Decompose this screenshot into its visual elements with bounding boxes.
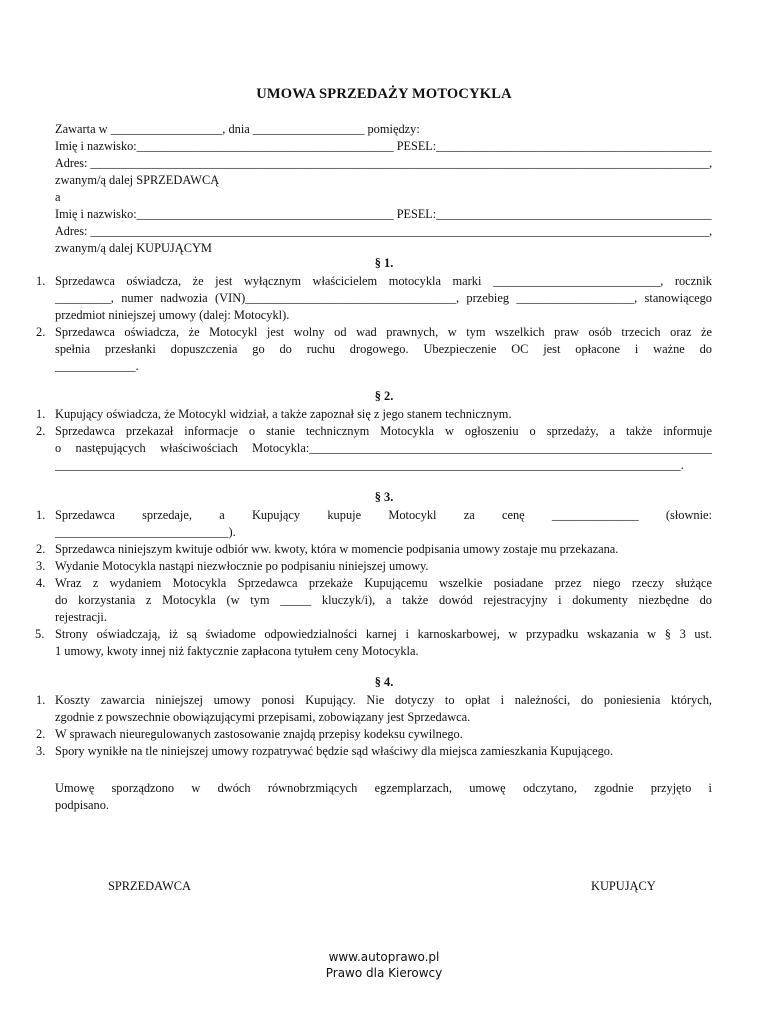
clause-number: 2. xyxy=(36,727,46,741)
section-heading: § 3. xyxy=(374,490,394,504)
clause-number: 2. xyxy=(36,542,46,556)
clause-text: Spory wynikłe na tle niniejszej umowy rozpatrywać będzie sąd właściwy dla miejsca zamieszkania Kupującego. xyxy=(55,744,614,758)
clause-text: do korzystania z Motocykla (w tym _____ kluczyk/i), a także dowód rejestracyjny i dokumenty niezbędne do xyxy=(55,593,712,607)
clause-text: W sprawach nieuregulowanych zastosowanie znajdą przepisy kodeksu cywilnego. xyxy=(55,727,463,741)
buyer-signature-label: KUPUJĄCY xyxy=(591,879,656,893)
clause-number: 1. xyxy=(36,508,46,522)
clause-text: Sprzedawca przekazał informacje o stanie technicznym Motocykla w ogłoszeniu o sprzedaży, a także informuje xyxy=(55,424,712,438)
clause-number: 5. xyxy=(35,627,45,641)
conjunction-and: a xyxy=(55,190,61,204)
clause-number: 3. xyxy=(36,744,46,758)
clause-text: Wydanie Motocykla nastąpi niezwłocznie po podpisaniu niniejszej umowy. xyxy=(55,559,429,573)
footer-url[interactable]: www.autoprawo.pl xyxy=(328,950,440,964)
clause-text: spełnia przesłanki dopuszczenia go do ruchu drogowego. Ubezpieczenie OC jest opłacone i ważne do xyxy=(55,342,712,356)
document-title: UMOWA SPRZEDAŻY MOTOCYKLA xyxy=(256,86,512,102)
clause-text: _____________. xyxy=(55,359,139,373)
clause-text: przedmiot niniejszej umowy (dalej: Motocykl). xyxy=(55,308,290,322)
clause-text: Wraz z wydaniem Motocykla Sprzedawca przekaże Kupującemu wszelkie posiadane przez niego rzeczy służące xyxy=(55,576,712,590)
buyer-name-pesel-line: Imię i nazwisko:__________________________________________ PESEL:_____________________________________________ xyxy=(55,207,712,221)
clause-text: Kupujący oświadcza, że Motocykl widział, a także zapoznał się z jego stanem technicznym. xyxy=(55,407,512,421)
clause-text: rejestracji. xyxy=(55,610,107,624)
clause-text: Strony oświadczają, iż są świadome odpowiedzialności karnej i karnoskarbowej, w przypadku wskazania w § 3 ust. xyxy=(55,627,712,641)
clause-text: o następujących właściwościach Motocykla:_________________________________________________________________ xyxy=(55,441,712,455)
seller-name-pesel-line: Imię i nazwisko:__________________________________________ PESEL:_____________________________________________ xyxy=(55,139,712,153)
clause-text: zgodnie z powszechnie obowiązującymi przepisami, zobowiązany jest Sprzedawca. xyxy=(55,710,471,724)
clause-text: Koszty zawarcia niniejszej umowy ponosi Kupujący. Nie dotyczy to opłat i należności, do poniesienia których, xyxy=(55,693,712,707)
closing-line: podpisano. xyxy=(55,798,110,812)
clause-text: ____________________________). xyxy=(55,525,236,539)
section-heading: § 4. xyxy=(374,675,394,689)
clause-text: 1 umowy, kwoty innej niż faktycznie zapłacona tytułem ceny Motocykla. xyxy=(55,644,419,658)
clause-text: Sprzedawca oświadcza, że jest wyłącznym właścicielem motocykla marki ___________________________, rocznik xyxy=(55,274,712,288)
clause-number: 2. xyxy=(36,424,46,438)
clause-text: Sprzedawca sprzedaje, a Kupujący kupuje Motocykl za cenę ______________ (słownie: xyxy=(55,508,712,522)
section-heading: § 1. xyxy=(374,256,394,270)
seller-signature-label: SPRZEDAWCA xyxy=(108,879,191,893)
clause-text: _____________________________________________________________________________________________________. xyxy=(55,458,684,472)
clause-text: _________, numer nadwozia (VIN)__________________________________, przebieg ___________________, stanowiącego xyxy=(55,291,712,305)
buyer-designation: zwanym/ą dalej KUPUJĄCYM xyxy=(55,241,212,255)
contract-place-date-line: Zawarta w __________________, dnia __________________ pomiędzy: xyxy=(55,122,420,136)
clause-number: 2. xyxy=(36,325,46,339)
clause-number: 1. xyxy=(36,693,46,707)
clause-number: 1. xyxy=(36,407,46,421)
clause-number: 4. xyxy=(36,576,46,590)
closing-line: Umowę sporządzono w dwóch równobrzmiących egzemplarzach, umowę odczytano, zgodnie przyjęto i xyxy=(55,781,712,795)
footer-tagline: Prawo dla Kierowcy xyxy=(325,966,443,980)
clause-text: Sprzedawca niniejszym kwituje odbiór ww. kwoty, która w momencie podpisania umowy zostaje mu przekazana. xyxy=(55,542,619,556)
clause-text: Sprzedawca oświadcza, że Motocykl jest wolny od wad prawnych, w tym wszelkich praw osób trzecich oraz że xyxy=(55,325,712,339)
clause-number: 1. xyxy=(36,274,46,288)
seller-designation: zwanym/ą dalej SPRZEDAWCĄ xyxy=(55,173,220,187)
buyer-address-line: Adres: ______________________________________________________________________________________________________, xyxy=(55,224,713,238)
clause-number: 3. xyxy=(36,559,46,573)
section-heading: § 2. xyxy=(374,389,394,403)
seller-address-line: Adres: ______________________________________________________________________________________________________, xyxy=(55,156,713,170)
